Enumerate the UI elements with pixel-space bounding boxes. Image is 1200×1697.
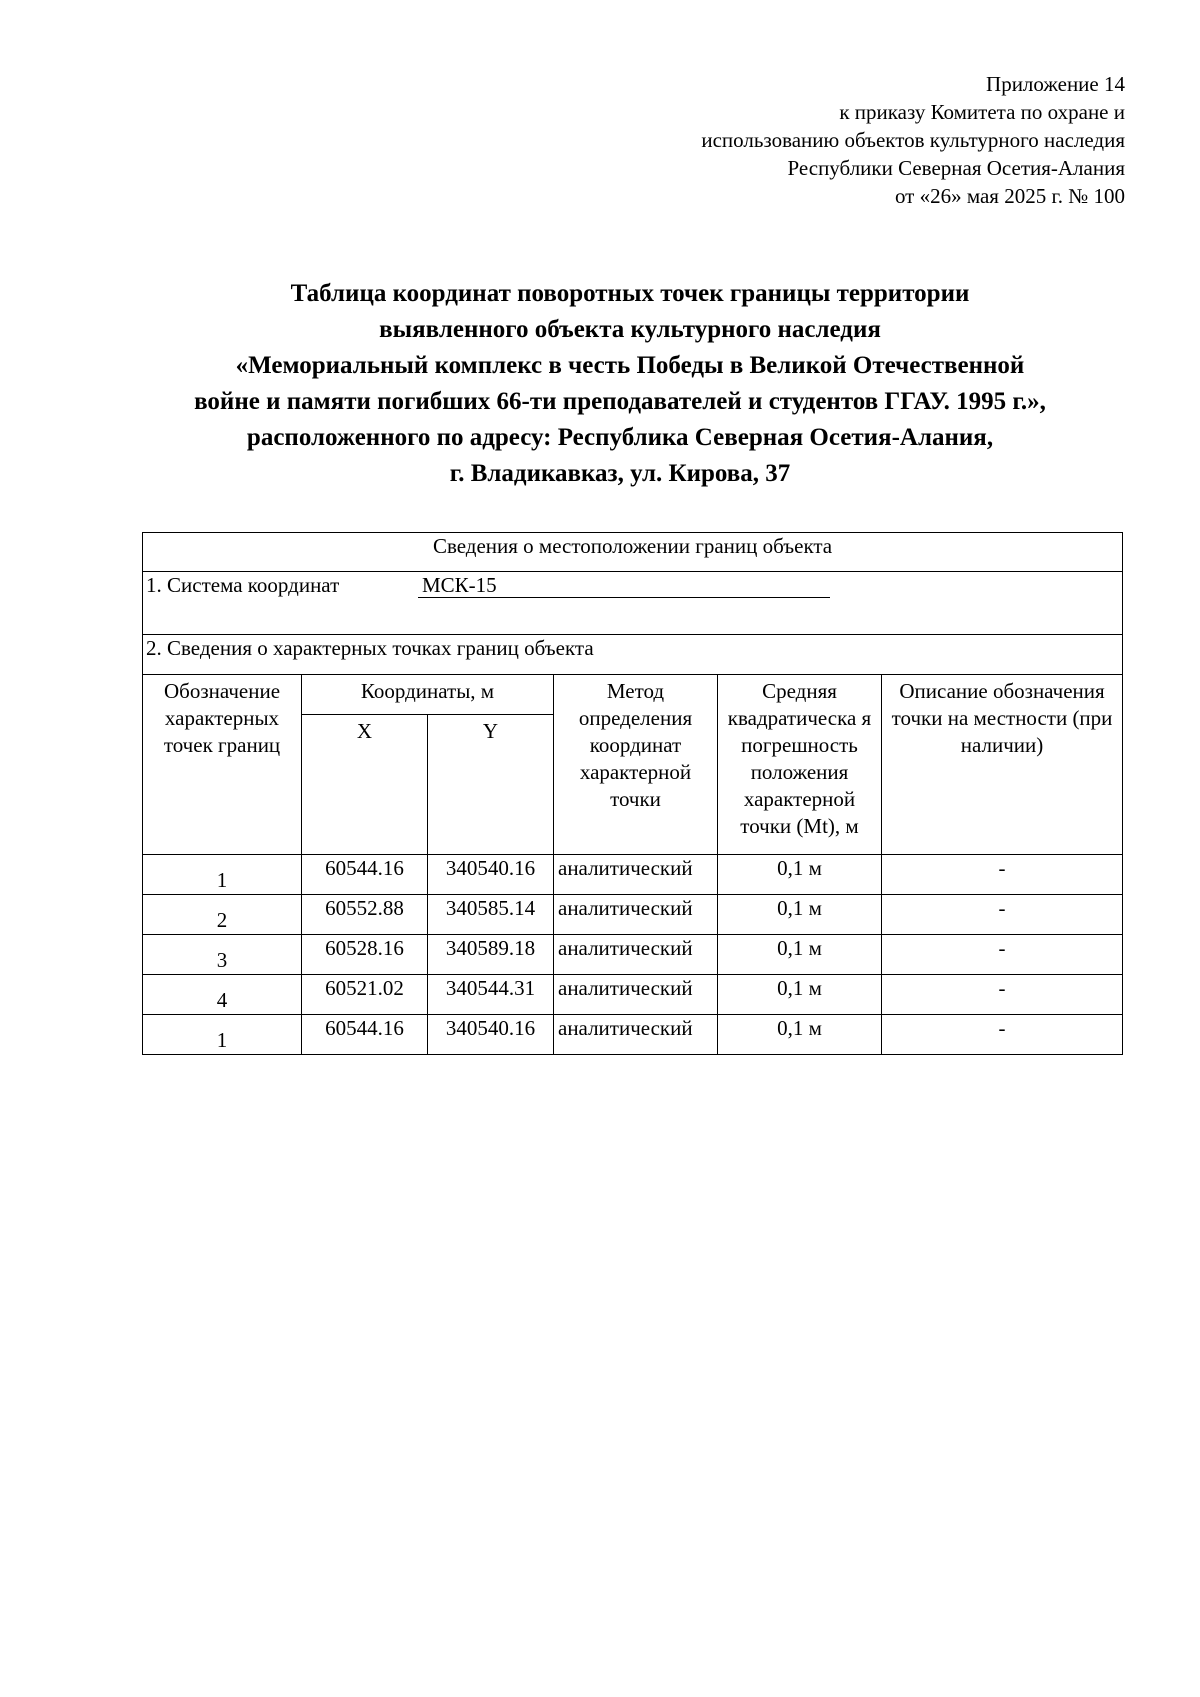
points-title: 2. Сведения о характерных точках границ объекта [143,635,1123,675]
header-line-date: от «26» мая 2025 г. № 100 [894,184,1125,208]
point-number: 4 [143,975,302,1015]
col-method: Метод определения координат характерной точки [554,675,718,855]
header-line-committee: использованию объектов культурного наследия [701,128,1125,152]
point-error: 0,1 м [718,975,882,1015]
title-line-5: расположенного по адресу: Республика Северная Осетия-Алания, [246,424,994,451]
coord-system-label: 1. Система координат [146,573,340,597]
table-row [143,1015,1123,1055]
point-method: аналитический [554,895,718,935]
title-line-3: «Мемориальный комплекс в честь Победы в Великой Отечественной [235,352,1025,379]
table-row [143,895,1123,935]
table-row [143,855,1123,895]
point-y: 340544.31 [428,975,554,1015]
document-title [120,276,1120,492]
points-title-row [143,635,1123,675]
col-designation: Обозначение характерных точек границ [143,675,302,855]
point-number: 3 [143,935,302,975]
point-x: 60544.16 [302,1015,428,1055]
point-description: - [882,935,1123,975]
title-line-6: г. Владикавказ, ул. Кирова, 37 [449,460,791,487]
point-error: 0,1 м [718,1015,882,1055]
header-line-order: к приказу Комитета по охране и [839,100,1125,124]
point-y: 340540.16 [428,1015,554,1055]
coord-system-row [143,572,1123,635]
col-coordinates: Координаты, м [302,675,554,715]
point-x: 60544.16 [302,855,428,895]
point-x: 60521.02 [302,975,428,1015]
section-title: Сведения о местоположении границ объекта [143,533,1123,572]
col-y: Y [428,715,554,855]
point-y: 340540.16 [428,855,554,895]
point-method: аналитический [554,1015,718,1055]
point-y: 340585.14 [428,895,554,935]
section-title-row [143,533,1123,572]
point-error: 0,1 м [718,855,882,895]
point-method: аналитический [554,855,718,895]
point-x: 60528.16 [302,935,428,975]
point-description: - [882,895,1123,935]
point-method: аналитический [554,975,718,1015]
title-line-4: войне и памяти погибших 66-ти преподавателей и студентов ГГАУ. 1995 г.», [194,388,1046,415]
title-line-1: Таблица координат поворотных точек границы территории [290,280,970,307]
document-header [701,70,1125,210]
point-number: 1 [143,855,302,895]
col-description: Описание обозначения точки на местности (при наличии) [882,675,1123,855]
point-error: 0,1 м [718,895,882,935]
point-x: 60552.88 [302,895,428,935]
coord-system-cell [143,572,1123,635]
header-line-appendix: Приложение 14 [986,72,1125,96]
col-x: X [302,715,428,855]
point-y: 340589.18 [428,935,554,975]
title-line-2: выявленного объекта культурного наследия [379,316,881,343]
table-row [143,975,1123,1015]
coordinates-table [142,532,1123,1055]
table-row [143,935,1123,975]
point-error: 0,1 м [718,935,882,975]
point-description: - [882,855,1123,895]
coord-system-value: МСК-15 [418,573,830,598]
point-number: 1 [143,1015,302,1055]
col-error: Средняя квадратическа я погрешность положения характерной точки (Mt), м [718,675,882,855]
point-method: аналитический [554,935,718,975]
point-description: - [882,1015,1123,1055]
point-description: - [882,975,1123,1015]
header-line-republic: Республики Северная Осетия-Алания [787,156,1125,180]
column-header-row [143,675,1123,715]
point-number: 2 [143,895,302,935]
